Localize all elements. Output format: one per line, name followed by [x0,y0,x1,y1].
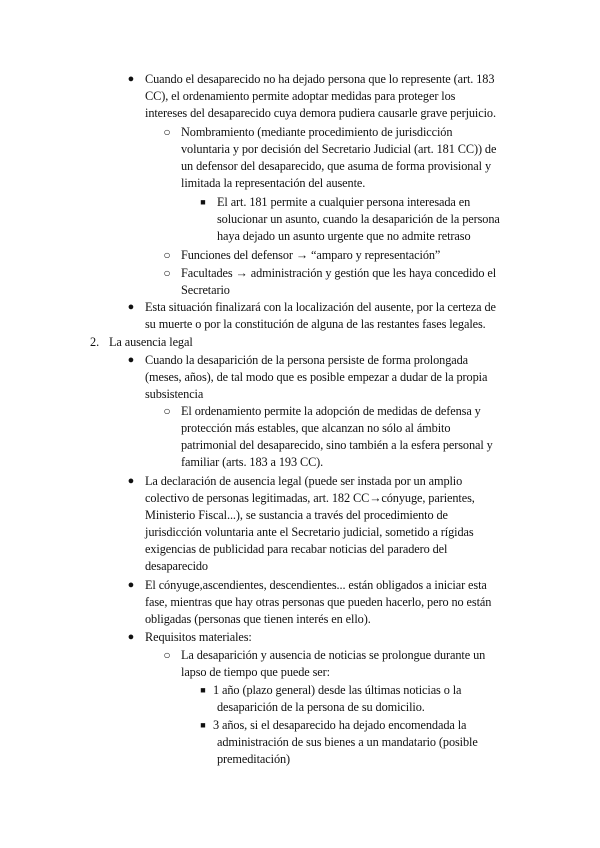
list-item-text: Secretario [181,283,230,297]
list-item-text: Cuando el desaparecido no ha dejado persona que lo represente (art. 183 [145,72,495,86]
list-item-text: Cuando la desaparición de la persona persiste de forma prolongada [145,353,469,367]
section-title: La ausencia legal [109,335,193,349]
bullet-disc-icon: ● [127,354,135,366]
list-item-text: La declaración de ausencia legal (puede ser instada por un amplio [145,474,463,488]
list-item-text: lapso de tiempo que puede ser: [181,665,330,679]
list-item-text: limitada la representación del ausente. [181,176,366,190]
list-item-text: El cónyuge,ascendientes, descendientes... están obligados a iniciar esta [145,578,487,592]
list-item-text: El art. 181 permite a cualquier persona interesada en [217,195,471,209]
bullet-circle-icon: ○ [163,266,171,280]
list-item-text: La desaparición y ausencia de noticias se prolongue durante un [181,648,486,662]
bullet-circle-icon: ○ [163,248,171,262]
list-item-text: El ordenamiento permite la adopción de medidas de defensa y [181,404,481,418]
bullet-square-icon: ■ [200,685,206,695]
list-item-text: Esta situación finalizará con la localización del ausente, por la certeza de [145,300,496,314]
bullet-disc-icon: ● [127,301,135,313]
list-item-text: colectivo de personas legitimadas, art. 182 CC→cónyuge, parientes, [145,491,475,505]
section-number: 2. [90,335,100,349]
list-item-text: patrimonial del desaparecido, sino también a la esfera personal y [181,438,493,452]
list-item-text: administración de sus bienes a un mandatario (posible [217,735,478,749]
list-item-text: Nombramiento (mediante procedimiento de jurisdicción [181,125,453,139]
list-item-text: CC), el ordenamiento permite adoptar medidas para proteger los [145,89,456,103]
list-item-text: familiar (arts. 183 a 193 CC). [181,455,324,469]
list-item-text: protección más estables, que alcanzan no sólo al ámbito [181,421,451,435]
list-item-text: (meses, años), de tal modo que es posible empezar a dudar de la propia [145,370,488,384]
list-item-text: exigencias de publicidad para recabar noticias del paradero del [145,542,448,556]
list-item-text: desaparecido [145,559,208,573]
list-item-text: jurisdicción voluntaria ante el Secretario judicial, sometido a rígidas [145,525,474,539]
list-item-text: subsistencia [145,387,204,401]
list-item-text: 3 años, si el desaparecido ha dejado encomendada la [213,718,467,732]
bullet-disc-icon: ● [127,73,135,85]
list-item-text: Funciones del defensor → “amparo y representación” [181,248,441,262]
list-item-text: un defensor del desaparecido, que asuma de forma provisional y [181,159,491,173]
bullet-circle-icon: ○ [163,125,171,139]
list-item-text: intereses del desaparecido cuya demora pudiera causarle grave perjuicio. [145,106,496,120]
bullet-square-icon: ■ [200,197,206,207]
list-item-text: 1 año (plazo general) desde las últimas noticias o la [213,683,462,697]
bullet-disc-icon: ● [127,579,135,591]
list-item-text: obligadas (personas que tienen interés en ello). [145,612,371,626]
list-item-text: Ministerio Fiscal...), se sustancia a través del procedimiento de [145,508,448,522]
list-item-text: voluntaria y por decisión del Secretario Judicial (art. 181 CC)) de [181,142,497,156]
list-item-text: solucionar un asunto, cuando la desaparición de la persona [217,212,500,226]
bullet-square-icon: ■ [200,720,206,730]
bullet-disc-icon: ● [127,475,135,487]
list-item-text: Facultades → administración y gestión que les haya concedido el [181,266,497,280]
list-item-text: desaparición de la persona de su domicilio. [217,700,425,714]
list-item-text: haya dejado un asunto urgente que no admite retraso [217,229,471,243]
bullet-circle-icon: ○ [163,648,171,662]
bullet-circle-icon: ○ [163,404,171,418]
list-item-text: fase, mientras que hay otras personas que pueden hacerlo, pero no están [145,595,492,609]
list-item-text: su muerte o por la constitución de alguna de las restantes fases legales. [145,317,486,331]
list-item-text: Requisitos materiales: [145,630,252,644]
list-item-text: premeditación) [217,752,291,766]
bullet-disc-icon: ● [127,631,135,643]
